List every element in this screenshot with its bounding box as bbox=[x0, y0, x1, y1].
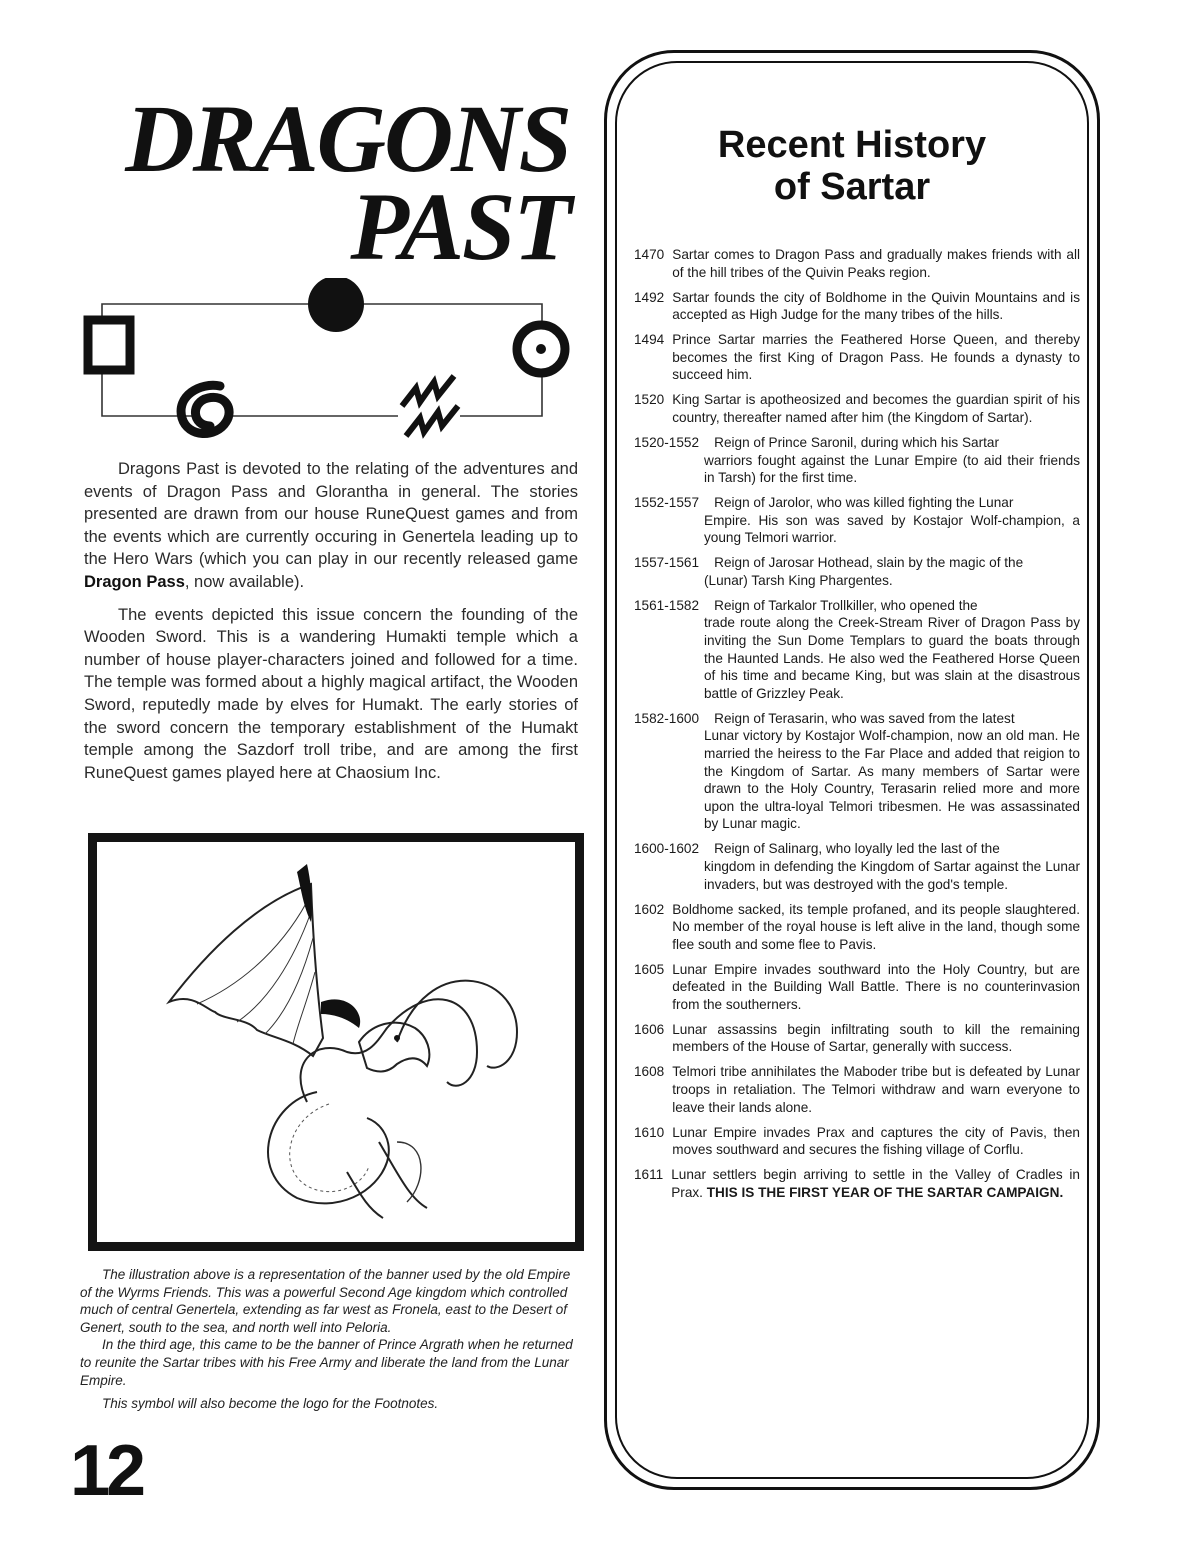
entry-text: Telmori tribe annihilates the Maboder tribe but is defeated by Lunar troops in retaliation. The Telmori withdraw and warn everyone to leave their lands alone. bbox=[672, 1064, 1080, 1115]
dragon-body bbox=[301, 999, 477, 1102]
entry-year: 1561-1582 bbox=[634, 597, 700, 613]
dragon-pass-game-title: Dragon Pass bbox=[84, 572, 185, 591]
timeline-entry bbox=[634, 1063, 1080, 1116]
entry-year: 1520 bbox=[634, 392, 665, 408]
darkness-rune-icon bbox=[308, 278, 364, 332]
entry-text: Lunar settlers begin arriving to settle in the Valley of Cradles in Prax. THIS IS THE FIRST YEAR OF THE SARTAR CAMPAIGN. bbox=[671, 1167, 1080, 1200]
entry-year: 1582-1600 bbox=[634, 710, 700, 726]
entry-text: (Lunar) Tarsh King Phargentes. bbox=[704, 572, 893, 588]
timeline-entry bbox=[634, 961, 1080, 1014]
intro-paragraph-1: Dragons Past is devoted to the relating of the adventures and events of Dragon Pass and Glorantha in general. The stories presented are drawn from our house RuneQuest games and from the events which are currently occuring in Genertela leading up to the Hero Wars (which you can play in our recently released game Dragon Pass, now available). bbox=[84, 460, 578, 591]
dragon-drawing bbox=[97, 842, 575, 1242]
entry-lead: Reign of Tarkalor Trollkiller, who opened the bbox=[714, 597, 978, 613]
timeline-entry bbox=[634, 710, 1080, 833]
page-number: 12 bbox=[70, 1431, 143, 1511]
entry-year: 1608 bbox=[634, 1064, 665, 1080]
caption-paragraph-1: The illustration above is a representation of the banner used by the old Empire of the Wyrms Friends. This was a powerful Second Age kingdom which controlled much of central Genertela, extending as far west as Fronela, east to the Desert of Genert, south to the sea, and north well into Peloria. bbox=[80, 1267, 571, 1335]
entry-year: 1470 bbox=[634, 247, 665, 262]
timeline-entry bbox=[634, 391, 1080, 426]
page-title bbox=[80, 85, 570, 280]
entry-text: kingdom in defending the Kingdom of Sartar against the Lunar invaders, but was destroyed with the god's temple. bbox=[704, 858, 1080, 892]
sidebar-title-line-2: of Sartar bbox=[773, 166, 931, 208]
timeline-entry bbox=[634, 331, 1080, 384]
entry-year: 1492 bbox=[634, 289, 665, 305]
timeline-entry bbox=[634, 434, 1080, 487]
title-line-1: DRAGONS bbox=[125, 85, 570, 192]
entry-lead: Reign of Jarosar Hothead, slain by the magic of the bbox=[714, 555, 1024, 571]
entry-text: Lunar assassins begin infiltrating south to kill the remaining members of the House of Sartar, generally with success. bbox=[672, 1021, 1080, 1055]
water-rune-icon bbox=[402, 376, 458, 436]
rune-connector-top bbox=[102, 304, 324, 320]
entry-lead: Reign of Jarolor, who was killed fighting the Lunar bbox=[714, 495, 1014, 511]
entry-text: King Sartar is apotheosized and becomes the guardian spirit of his country, thereafter named after him (the Kingdom of Sartar). bbox=[672, 392, 1080, 425]
intro-text bbox=[84, 458, 578, 794]
entry-year: 1520-1552 bbox=[634, 434, 700, 450]
timeline-entry bbox=[634, 901, 1080, 954]
entry-year: 1611 bbox=[634, 1167, 664, 1183]
caption-paragraph-3: This symbol will also become the logo for the Footnotes. bbox=[102, 1396, 439, 1412]
entry-year: 1610 bbox=[634, 1124, 665, 1140]
entry-text: Sartar founds the city of Boldhome in the Quivin Mountains and is accepted as High Judge for the many tribes of the hills. bbox=[672, 289, 1080, 323]
timeline-entry bbox=[634, 597, 1080, 703]
entry-year: 1602 bbox=[634, 901, 665, 917]
dragon-wing bbox=[169, 884, 323, 1056]
title-line-2: PAST bbox=[350, 173, 570, 280]
entry-year: 1557-1561 bbox=[634, 555, 700, 571]
rune-connector-top-right bbox=[354, 304, 542, 324]
sidebar-title bbox=[604, 124, 1100, 208]
timeline-entry bbox=[634, 246, 1080, 281]
entry-text: Lunar victory by Kostajor Wolf-champion, now an old man. He married the heiress to the Far Place and added that reigion to the Kingdom of Sartar. As many members of Sartar were drawn to the Holy Country, Terasarin relied more and more upon the ultra-loyal Telmori tribesmen. He was assassinated by Lunar magic. bbox=[704, 728, 1080, 832]
entry-lead: Reign of Terasarin, who was saved from the latest bbox=[714, 710, 1015, 726]
earth-rune-icon bbox=[88, 320, 130, 370]
entry-year: 1494 bbox=[634, 332, 665, 348]
entry-text: Sartar comes to Dragon Pass and gradually makes friends with all of the hill tribes of the Quivin Peaks region. bbox=[672, 247, 1080, 280]
timeline-entry bbox=[634, 840, 1080, 893]
entry-year: 1552-1557 bbox=[634, 495, 700, 511]
timeline-entry bbox=[634, 494, 1080, 547]
dragon-coil bbox=[268, 1092, 389, 1203]
rune-diagram bbox=[80, 278, 580, 458]
entry-text: Prince Sartar marries the Feathered Horse Queen, and thereby becomes the first King of Dragon Pass. He founds a dynasty to succeed him. bbox=[672, 332, 1080, 383]
caption-paragraph-2: In the third age, this came to be the banner of Prince Argrath when he returned to reunite the Sartar tribes with his Free Army and liberate the land from the Lunar Empire. bbox=[80, 1337, 573, 1388]
dragon-blade bbox=[297, 864, 312, 922]
entry-lead: Reign of Prince Saronil, during which his Sartar bbox=[714, 434, 999, 450]
entry-text: Empire. His son was saved by Kostajor Wolf-champion, a young Telmori warrior. bbox=[704, 512, 1080, 546]
air-rune-icon bbox=[181, 385, 229, 433]
intro-paragraph-2: The events depicted this issue concern the founding of the Wooden Sword. This is a wandering Humakti temple which a number of house player-characters joined and followed for a time. The temple was formed about a highly magical artifact, the Wooden Sword, reputedly made by elves for Humakt. The early stories of the sword concern the temporary establishment of the Humakt temple among the Sazdorf troll tribe, and are among the first RuneQuest games played here at Chaosium Inc. bbox=[84, 605, 578, 782]
dragon-head bbox=[359, 1023, 429, 1072]
entry-text: warriors fought against the Lunar Empire (to aid their friends in Tarsh) for the first time. bbox=[704, 452, 1080, 486]
entry-text: Lunar Empire invades Prax and captures the city of Pavis, then moves southward and secures the fishing village of Corflu. bbox=[672, 1124, 1080, 1158]
entry-text: Boldhome sacked, its temple profaned, and its people slaughtered. No member of the royal house is left alive in the land, though some flee south and some flee to Pavis. bbox=[672, 901, 1080, 952]
rune-connector-bottom-right bbox=[460, 376, 542, 416]
entry-year: 1600-1602 bbox=[634, 841, 700, 857]
timeline-entry bbox=[634, 1166, 1080, 1201]
entry-text: Lunar Empire invades southward into the Holy Country, but are defeated in the Building Wall Battle. There is no counterinvasion from the southerners. bbox=[672, 961, 1080, 1012]
illustration-caption bbox=[80, 1266, 578, 1413]
wyrm-banner-illustration bbox=[88, 833, 584, 1251]
entry-year: 1605 bbox=[634, 961, 665, 977]
timeline-entry bbox=[634, 1021, 1080, 1056]
campaign-start-note: THIS IS THE FIRST YEAR OF THE SARTAR CAMPAIGN. bbox=[706, 1184, 1064, 1200]
timeline-entry bbox=[634, 289, 1080, 324]
timeline-entry bbox=[634, 1124, 1080, 1159]
entry-year: 1606 bbox=[634, 1021, 665, 1037]
entry-text: trade route along the Creek-Stream River of Dragon Pass by inviting the Sun Dome Templars to guard the boats through the Haunted Lands. He also wed the Feathered Horse Queen of his time and became King, but was slain at the disastrous battle of Grizzley Peak. bbox=[704, 615, 1080, 701]
entry-lead: Reign of Salinarg, who loyally led the last of the bbox=[714, 841, 1000, 857]
timeline-entry bbox=[634, 554, 1080, 589]
history-timeline bbox=[634, 246, 1080, 1209]
sidebar-title-line-1: Recent History bbox=[717, 124, 987, 166]
